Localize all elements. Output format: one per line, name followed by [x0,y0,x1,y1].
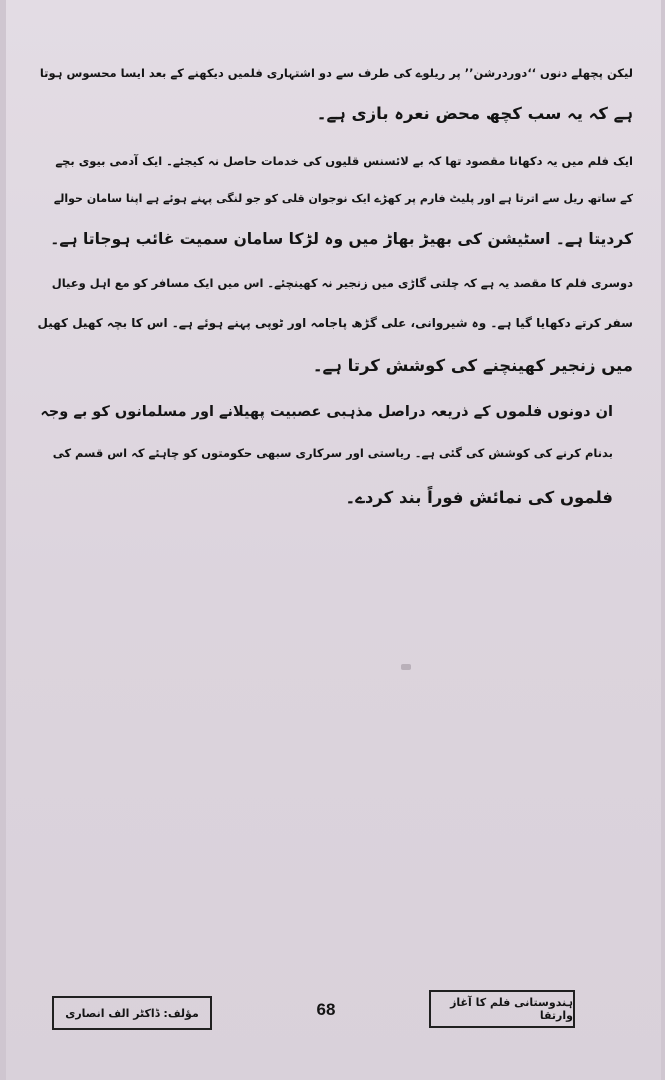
page-footer [6,990,661,1036]
paragraph-4-line-1: ان دونوں فلموں کے ذریعہ دراصل مذہبی عصبیت پھیلانے اور مسلمانوں کو بے وجہ [40,404,613,420]
page-smudge [401,664,411,670]
paragraph-4-line-2: بدنام کرنے کی کوشش کی گئی ہے۔ ریاستی اور سرکاری سبھی حکومتوں کو چاہئے کہ اس قسم کی [52,446,613,460]
paragraph-2-line-1: ایک فلم میں یہ دکھانا مقصود تھا کہ بے لائسنس قلیوں کی خدمات حاصل نہ کیجئے۔ ایک آدمی بیوی بچے [55,154,633,168]
paragraph-1-line-1: لیکن پچھلے دنوں ‘‘دوردرشن’’ پر ریلوے کی طرف سے دو اشتہاری فلمیں دیکھنے کے بعد ایسا محسوس ہوتا [39,66,633,80]
paragraph-3-line-3: میں زنجیر کھینچنے کی کوشش کرتا ہے۔ [312,356,633,375]
paragraph-2-line-3: کردیتا ہے۔ اسٹیشن کی بھیڑ بھاڑ میں وہ لڑکا سامان سمیت غائب ہوجاتا ہے۔ [50,230,633,248]
paragraph-3-line-2: سفر کرتے دکھایا گیا ہے۔ وہ شیروانی، علی گڑھ پاجامہ اور ٹوپی پہنے ہوئے ہے۔ اس کا بچہ کھیل کھیل [37,316,633,330]
paragraph-4-line-3: فلموں کی نمائش فوراً بند کردے۔ [345,488,613,507]
author-box: مؤلف: ڈاکٹر الف انصاری [52,996,212,1030]
page-number: 68 [316,1000,336,1019]
paragraph-1-line-2: ہے کہ یہ سب کچھ محض نعرہ بازی ہے۔ [316,104,633,123]
paragraph-3-line-1: دوسری فلم کا مقصد یہ ہے کہ چلتی گاڑی میں زنجیر نہ کھینچئے۔ اس میں ایک مسافر کو مع اہل وعیال [51,276,633,290]
book-title-box: ہندوستانی فلم کا آغاز وارتقا [429,990,575,1028]
paragraph-2-line-2: کے ساتھ ریل سے اترتا ہے اور پلیٹ فارم پر کھڑے ایک نوجوان قلی کو جو لنگی پہنے ہوئے ہے اپنا سامان حوالے [53,192,633,205]
